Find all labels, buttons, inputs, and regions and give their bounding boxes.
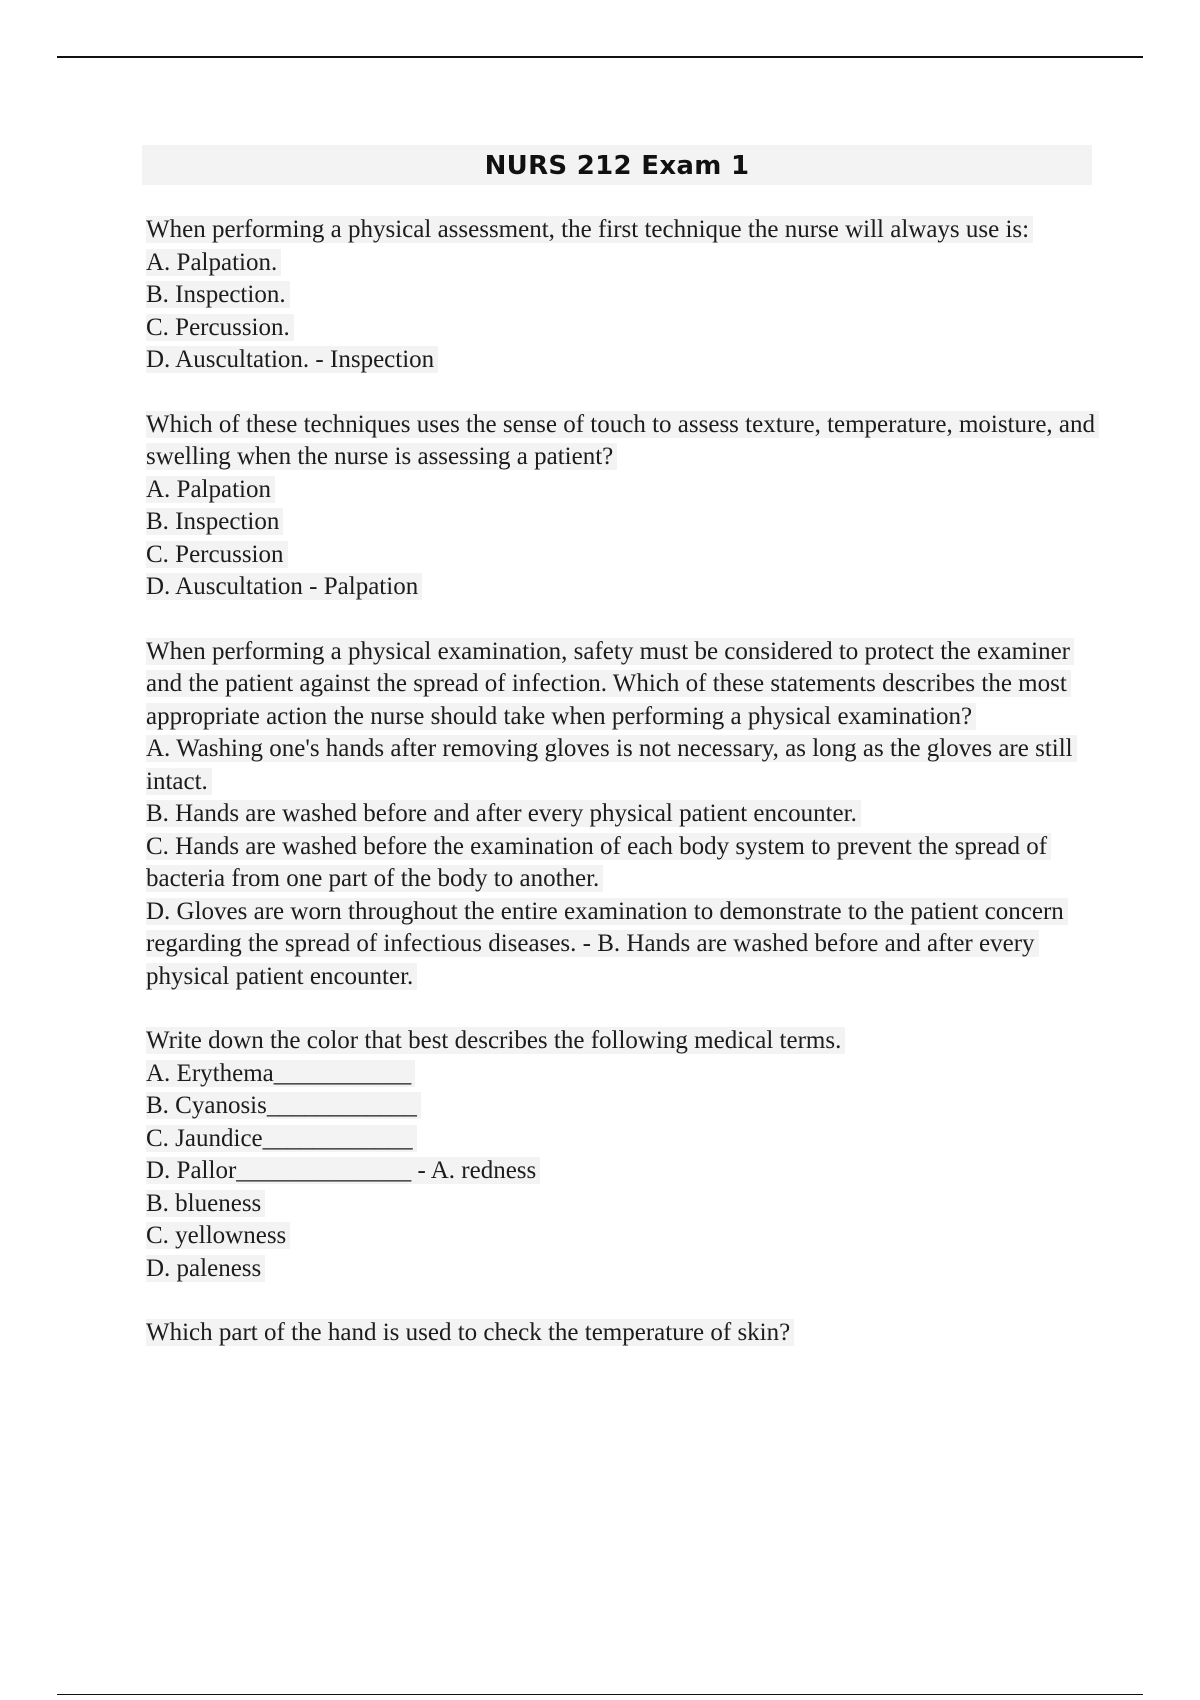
question-block (146, 1317, 1106, 1350)
answer-option: C. Percussion (146, 541, 288, 568)
document-title: NURS 212 Exam 1 (484, 151, 750, 181)
answer-option: A. Palpation. (146, 249, 281, 276)
question-text: Which of these techniques uses the sense of touch to assess texture, temperature, moisture, and swelling when the nurse is assessing a patient? (146, 411, 1099, 471)
question-text: When performing a physical examination, safety must be considered to protect the examiner and the patient against the spread of infection. Which of these statements describes the most appropriate action the nurse should take when performing a physical examination? (146, 638, 1074, 730)
answer-option: B. Hands are washed before and after every physical patient encounter. (146, 800, 861, 827)
answer-option: D. paleness (146, 1255, 265, 1282)
question-block (146, 636, 1106, 994)
question-block (146, 214, 1106, 377)
answer-option: C. Percussion. (146, 314, 294, 341)
answer-option: A. Washing one's hands after removing gloves is not necessary, as long as the gloves are still intact. (146, 735, 1077, 795)
answer-option: B. Inspection. (146, 281, 290, 308)
answer-option: C. yellowness (146, 1222, 290, 1249)
answer-option: D. Pallor______________ - A. redness (146, 1157, 540, 1184)
answer-option: D. Gloves are worn throughout the entire examination to demonstrate to the patient concern regarding the spread of infectious diseases. - B. Hands are washed before and after every physical patient encounter. (146, 898, 1068, 990)
title-bar (142, 145, 1092, 185)
bottom-rule (57, 1694, 1143, 1695)
answer-option: D. Auscultation. - Inspection (146, 346, 438, 373)
question-block (146, 409, 1106, 604)
answer-option: C. Hands are washed before the examination of each body system to prevent the spread of bacteria from one part of the body to another. (146, 833, 1051, 893)
question-text: Write down the color that best describes the following medical terms. (146, 1027, 845, 1054)
answer-option: D. Auscultation - Palpation (146, 573, 422, 600)
answer-option: B. Cyanosis____________ (146, 1092, 421, 1119)
top-rule (57, 56, 1143, 58)
question-text: When performing a physical assessment, the first technique the nurse will always use is: (146, 216, 1033, 243)
answer-option: B. Inspection (146, 508, 283, 535)
answer-option: B. blueness (146, 1190, 265, 1217)
question-block (146, 1025, 1106, 1285)
answer-option: A. Erythema___________ (146, 1060, 415, 1087)
question-text: Which part of the hand is used to check the temperature of skin? (146, 1319, 794, 1346)
answer-option: A. Palpation (146, 476, 275, 503)
answer-option: C. Jaundice____________ (146, 1125, 417, 1152)
document-body (146, 214, 1106, 1382)
